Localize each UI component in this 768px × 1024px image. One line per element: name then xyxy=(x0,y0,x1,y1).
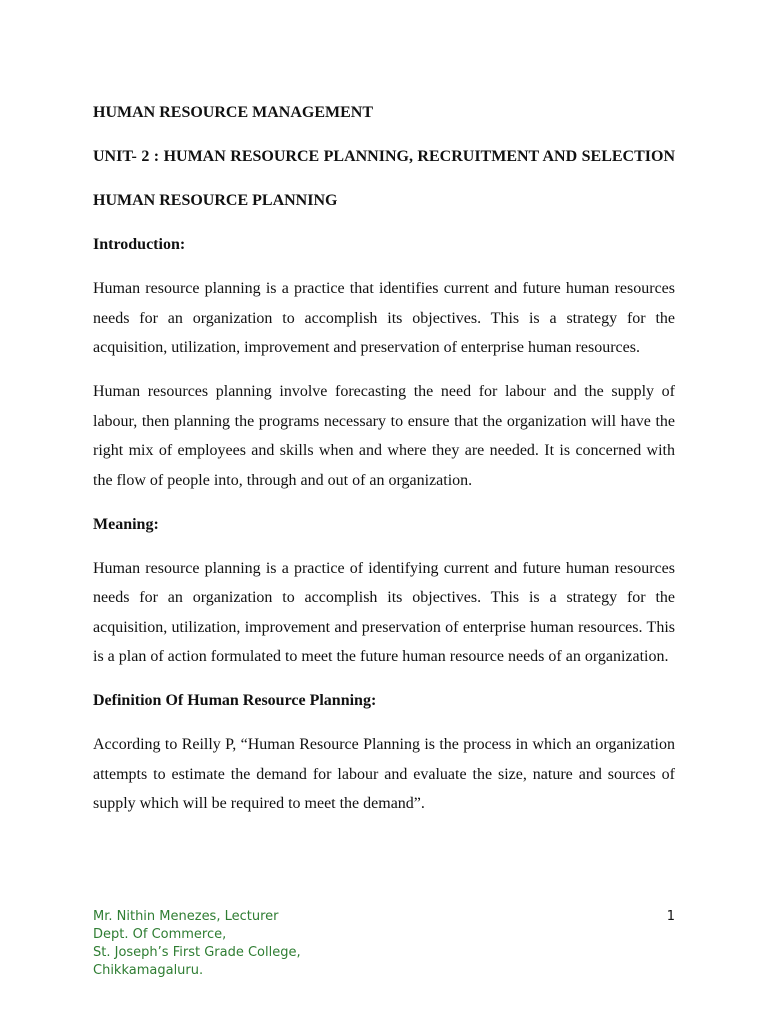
introduction-paragraph-1: Human resource planning is a practice that identifies current and future human resources needs for an organization to accomplish its objectives. This is a strategy for the acquisition, utilization, improvement and preservation of enterprise human resources. xyxy=(93,280,675,356)
author-credit xyxy=(93,908,675,980)
definition-heading: Definition Of Human Resource Planning: xyxy=(93,692,377,709)
document-title: HUMAN RESOURCE MANAGEMENT xyxy=(93,104,373,121)
footer-line-department: Dept. Of Commerce, xyxy=(93,927,227,942)
introduction-heading: Introduction: xyxy=(93,236,186,253)
meaning-paragraph: Human resource planning is a practice of identifying current and future human resources needs for an organization to accomplish its objectives. This is a strategy for the acquisition, utilization, improvement and preservation of enterprise human resources. This is a plan of action formulated to meet the future human resource needs of an organization. xyxy=(93,559,675,665)
page-number: 1 xyxy=(666,909,675,924)
document-body xyxy=(93,98,675,833)
meaning-heading: Meaning: xyxy=(93,515,159,533)
definition-paragraph: According to Reilly P, “Human Resource Planning is the process in which an organization attempts to estimate the demand for labour and evaluate the size, nature and sources of supply which will be required to meet the demand”. xyxy=(93,736,675,812)
section-title: HUMAN RESOURCE PLANNING xyxy=(93,192,338,209)
unit-title: UNIT- 2 : HUMAN RESOURCE PLANNING, RECRUITMENT AND SELECTION xyxy=(93,148,675,165)
footer-line-author: Mr. Nithin Menezes, Lecturer xyxy=(93,909,279,924)
footer-line-college: St. Joseph’s First Grade College, xyxy=(93,945,301,960)
introduction-paragraph-2: Human resources planning involve forecasting the need for labour and the supply of labour, then planning the programs necessary to ensure that the organization will have the right mix of employees and skills when and where they are needed. It is concerned with the flow of people into, through and out of an organization. xyxy=(93,383,675,489)
footer-line-city: Chikkamagaluru. xyxy=(93,963,204,978)
page-footer xyxy=(93,908,675,980)
